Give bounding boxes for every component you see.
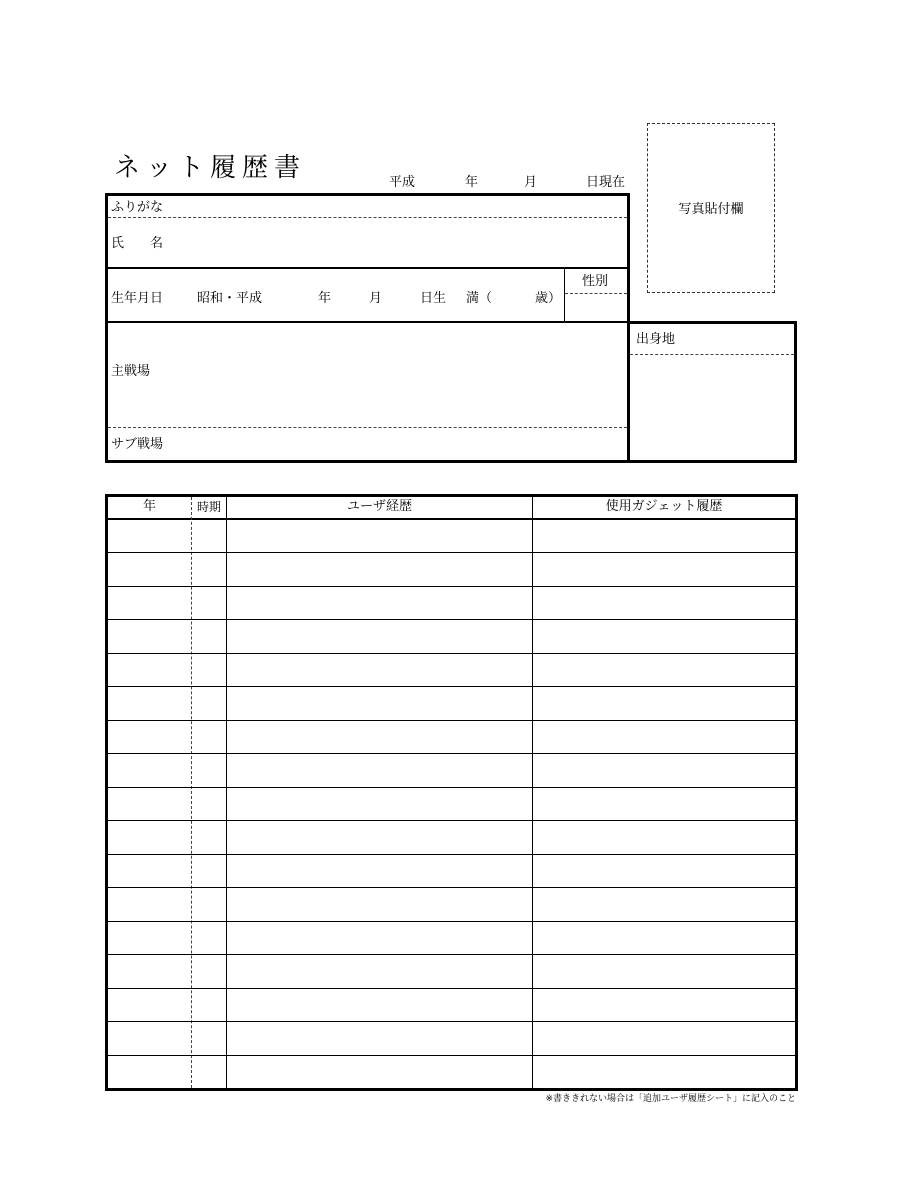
gender-divider xyxy=(565,293,627,294)
name-label: 氏 名 xyxy=(111,236,164,251)
table-row-divider xyxy=(108,820,795,821)
table-row-divider xyxy=(108,586,795,587)
table-row-divider xyxy=(108,619,795,620)
footer-note: ※書ききれない場合は「追加ユーザ履歴シート」に記入のこと xyxy=(545,1094,796,1104)
date-year: 年 xyxy=(465,175,479,190)
table-row-divider xyxy=(108,653,795,654)
table-row-divider xyxy=(108,787,795,788)
table-row-divider xyxy=(108,954,795,955)
gender-separator xyxy=(564,268,565,322)
profile-block xyxy=(105,193,630,463)
date-day-suffix: 日現在 xyxy=(586,175,626,190)
birth-divider xyxy=(108,321,627,323)
table-row-divider xyxy=(108,552,795,553)
sub-field-label: サブ戦場 xyxy=(111,437,164,452)
birth-month: 月 xyxy=(369,291,383,306)
birth-era: 昭和・平成 xyxy=(197,291,263,306)
main-field-label: 主戦場 xyxy=(111,364,151,379)
table-row-divider xyxy=(108,686,795,687)
table-row-divider xyxy=(108,887,795,888)
birthplace-divider xyxy=(630,354,794,355)
birthplace-label: 出身地 xyxy=(636,332,676,347)
furigana-divider xyxy=(108,217,627,218)
birth-year: 年 xyxy=(318,291,332,306)
table-row-divider xyxy=(108,720,795,721)
age-prefix: 満（ xyxy=(466,291,493,306)
table-row-divider xyxy=(108,1021,795,1022)
col-header-career: ユーザ経歴 xyxy=(346,499,412,514)
table-row-divider xyxy=(108,1055,795,1056)
col-header-period: 時期 xyxy=(196,500,221,514)
document-title: ネット履歴書 xyxy=(114,153,307,183)
age-suffix: 歳） xyxy=(535,291,562,306)
table-row-divider xyxy=(108,854,795,855)
history-header-divider xyxy=(108,518,795,520)
name-divider xyxy=(108,267,627,269)
table-row-divider xyxy=(108,921,795,922)
sub-field-divider xyxy=(108,427,627,428)
col-header-gadgets: 使用ガジェット履歴 xyxy=(605,499,723,514)
photo-label: 写真貼付欄 xyxy=(678,202,744,217)
table-row-divider xyxy=(108,753,795,754)
birth-label: 生年月日 xyxy=(111,291,164,306)
date-month: 月 xyxy=(524,175,538,190)
gender-label: 性別 xyxy=(582,274,609,289)
birth-day: 日生 xyxy=(420,291,447,306)
furigana-label: ふりがな xyxy=(111,200,164,215)
date-era: 平成 xyxy=(389,175,416,190)
col-header-year: 年 xyxy=(142,499,156,514)
history-table xyxy=(105,494,798,1091)
table-row-divider xyxy=(108,988,795,989)
